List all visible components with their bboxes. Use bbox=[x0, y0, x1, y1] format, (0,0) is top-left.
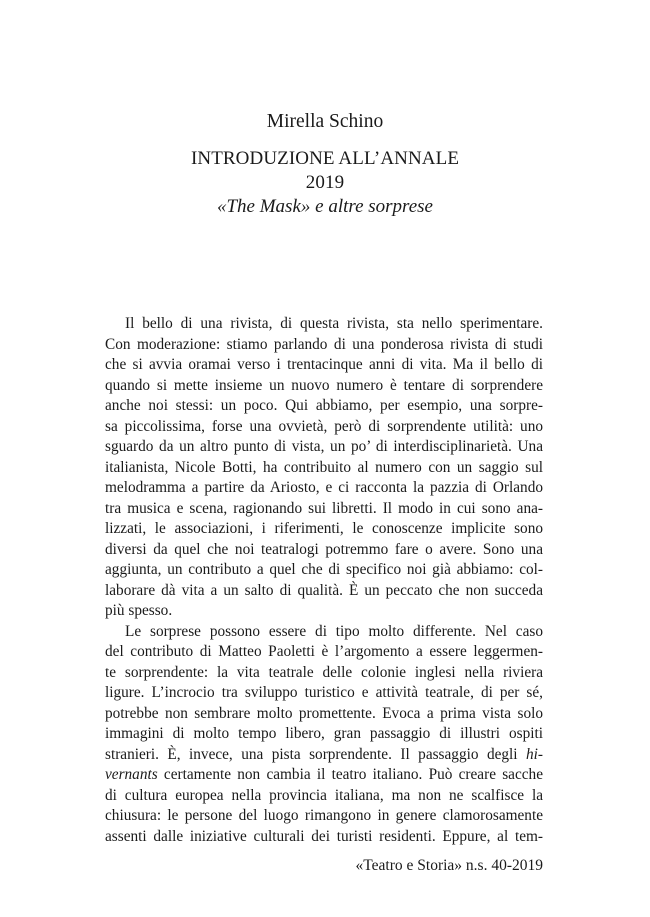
body-line: laborare dà vita a un salto di qualità. È un peccato che non succeda bbox=[105, 581, 543, 599]
body-line: quando si mette insieme un nuovo numero è tentare di sorprendere bbox=[105, 376, 543, 394]
body-line: stranieri. È, invece, una pista sorprendente. Il passaggio degli hi- bbox=[105, 745, 543, 763]
body-line: te sorprendente: la vita teatrale delle colonie inglesi nella riviera bbox=[105, 663, 543, 681]
body-line: italianista, Nicole Botti, ha contribuito al numero con un saggio sul bbox=[105, 458, 543, 476]
body-line: Le sorprese possono essere di tipo molto differente. Nel caso bbox=[125, 622, 543, 640]
body-line: più spesso. bbox=[105, 602, 173, 619]
body-line: assenti dalle iniziative culturali dei turisti residenti. Eppure, al tem- bbox=[105, 827, 543, 845]
body-line: sa piccolissima, forse una ovvietà, però di sorprendente utilità: uno bbox=[105, 417, 543, 435]
body-line: di cultura europea nella provincia italiana, ma non ne scalfisce la bbox=[105, 786, 543, 804]
body-line: melodramma a partire da Ariosto, e ci racconta la pazzia di Orlando bbox=[105, 479, 543, 496]
body-line: potrebbe non sembrare molto promettente. Evoca a prima vista solo bbox=[105, 704, 543, 722]
body-line: vernants certamente non cambia il teatro italiano. Può creare sacche bbox=[105, 766, 543, 783]
body-text bbox=[105, 314, 543, 847]
author-name: Mirella Schino bbox=[266, 111, 384, 132]
body-line: Con moderazione: stiamo parlando di una ponderosa rivista di studi bbox=[105, 335, 543, 353]
body-line: chiusura: le persone del luogo rimangono in genere clamorosamente bbox=[105, 807, 543, 824]
body-line: del contributo di Matteo Paoletti è l’argomento a essere leggermen- bbox=[105, 643, 543, 660]
title-line-1: INTRODUZIONE ALL’ANNALE bbox=[190, 148, 460, 169]
body-line: ligure. L’incrocio tra sviluppo turistico e attività teatrale, di per sé, bbox=[105, 684, 543, 701]
body-line: sguardo da un altro punto di vista, un po’ di interdisciplinarietà. Una bbox=[105, 438, 543, 455]
journal-citation: «Teatro e Storia» n.s. 40-2019 bbox=[355, 857, 543, 874]
body-line: diversi da quel che noi teatralogi potremmo fare o avere. Sono una bbox=[105, 540, 543, 558]
body-line: anche noi stessi: un poco. Qui abbiamo, per esempio, una sorpre- bbox=[105, 397, 543, 414]
body-line: aggiunta, un contributo a quel che di specifico noi già abbiamo: col- bbox=[105, 561, 543, 578]
article-title bbox=[0, 147, 650, 195]
body-line: immagini di molto tempo libero, gran passaggio di illustri ospiti bbox=[105, 725, 543, 742]
title-line-2: 2019 bbox=[305, 172, 345, 193]
body-line: tra musica e scena, ragionando sui libretti. Il modo in cui sono ana- bbox=[105, 499, 543, 517]
body-line: Il bello di una rivista, di questa rivista, sta nello sperimentare. bbox=[125, 315, 543, 332]
body-line: lizzati, le associazioni, i riferimenti, le conoscenze implicite sono bbox=[105, 520, 543, 537]
body-line: che si avvia oramai verso i trentacinque anni di vita. Ma il bello di bbox=[105, 356, 543, 373]
article-subtitle: «The Mask» e altre sorprese bbox=[216, 196, 433, 217]
